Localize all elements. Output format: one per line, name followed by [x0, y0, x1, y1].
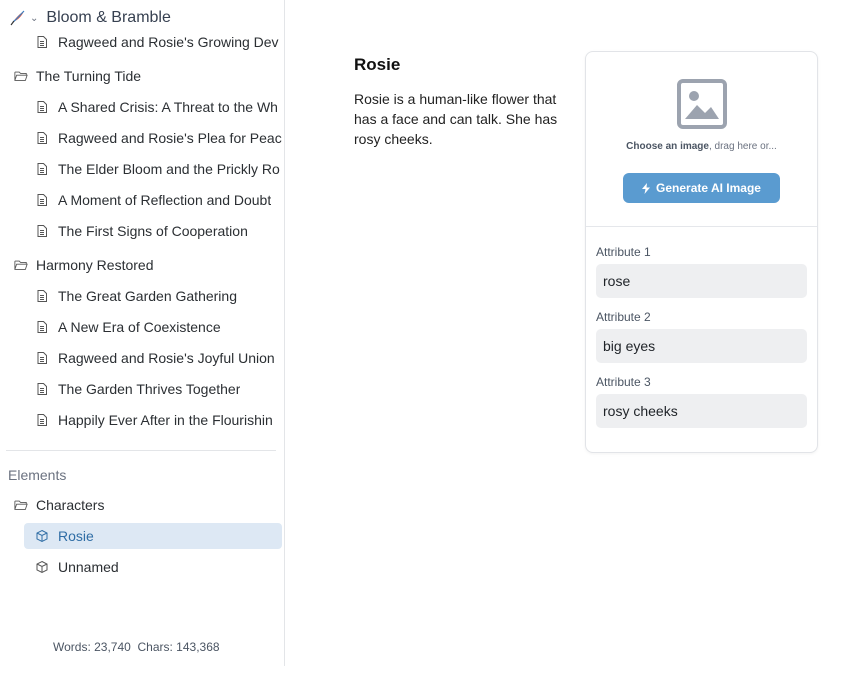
attribute-1-field[interactable]: rose [596, 264, 807, 298]
document-icon [35, 320, 49, 334]
project-title: Bloom & Bramble [46, 9, 171, 26]
tree-doc-item[interactable] [35, 218, 283, 244]
document-icon [35, 193, 49, 207]
elements-section-label: Elements [8, 467, 67, 483]
element-item-unnamed[interactable] [24, 554, 282, 580]
generate-ai-image-button[interactable] [623, 173, 780, 203]
folder-open-icon [14, 498, 28, 512]
tree-doc-label: The Great Garden Gathering [58, 288, 237, 304]
document-icon [35, 382, 49, 396]
main-content [285, 0, 854, 680]
tree-folder-label: The Turning Tide [36, 68, 142, 84]
character-name[interactable]: Rosie [354, 55, 401, 74]
document-icon [35, 162, 49, 176]
attribute-1-label: Attribute 1 [596, 245, 651, 259]
tree-doc-item[interactable] [35, 156, 283, 182]
tree-doc-item[interactable] [35, 94, 283, 120]
attribute-2-label: Attribute 2 [596, 310, 651, 324]
folder-open-icon [14, 69, 28, 83]
tree-doc-label: Ragweed and Rosie's Plea for Peac [58, 130, 282, 146]
document-icon [35, 131, 49, 145]
quill-logo-icon [8, 9, 26, 27]
tree-folder-the-turning-tide[interactable] [14, 63, 276, 89]
chevron-down-icon: ⌄ [30, 12, 39, 24]
tree-doc-item[interactable] [35, 407, 283, 433]
lightning-icon [642, 183, 650, 194]
sidebar-divider [6, 450, 276, 451]
tree-doc-item[interactable] [35, 125, 283, 151]
element-item-label: Rosie [58, 528, 94, 544]
tree-doc-label: Ragweed and Rosie's Growing Dev [58, 34, 279, 50]
tree-doc-label: A Shared Crisis: A Threat to the Wh [58, 99, 278, 115]
element-item-rosie[interactable] [24, 523, 282, 549]
tree-doc-label: A New Era of Coexistence [58, 319, 221, 335]
tree-folder-label: Characters [36, 497, 105, 513]
tree-doc-item[interactable] [35, 283, 283, 309]
tree-folder-harmony-restored[interactable] [14, 252, 276, 278]
document-icon [35, 289, 49, 303]
generate-ai-image-label: Generate AI Image [656, 181, 761, 195]
char-count: Chars: 143,368 [137, 640, 220, 654]
tree-doc-item[interactable] [35, 314, 283, 340]
cube-icon [35, 529, 49, 543]
tree-doc-label: Happily Ever After in the Flourishin [58, 412, 273, 428]
tree-doc-item[interactable] [35, 345, 283, 371]
word-count: Words: 23,740 [53, 640, 131, 654]
document-icon [35, 224, 49, 238]
tree-doc-label: The First Signs of Cooperation [58, 223, 248, 239]
image-placeholder-icon[interactable] [677, 79, 727, 129]
tree-doc-label: A Moment of Reflection and Doubt [58, 192, 272, 208]
attribute-3-field[interactable]: rosy cheeks [596, 394, 807, 428]
tree-doc-label: Ragweed and Rosie's Joyful Union [58, 350, 275, 366]
tree-doc-label: The Elder Bloom and the Prickly Ro [58, 161, 280, 177]
tree-doc-label: The Garden Thrives Together [58, 381, 241, 397]
tree-folder-characters[interactable] [14, 492, 276, 518]
image-upload-hint[interactable] [586, 141, 817, 152]
attribute-3-label: Attribute 3 [596, 375, 651, 389]
cube-icon [35, 560, 49, 574]
document-icon [35, 35, 49, 49]
tree-doc-item[interactable] [35, 187, 283, 213]
choose-image-link[interactable]: Choose an image [626, 141, 709, 152]
sidebar [0, 0, 285, 666]
element-item-label: Unnamed [58, 559, 119, 575]
attribute-2-field[interactable]: big eyes [596, 329, 807, 363]
document-icon [35, 351, 49, 365]
character-description[interactable]: Rosie is a human-like flower that has a face and can talk. She has rosy cheeks. [354, 91, 558, 147]
drag-hint-text: , drag here or... [708, 141, 777, 152]
tree-doc-item[interactable] [35, 29, 283, 55]
folder-open-icon [14, 258, 28, 272]
project-switcher[interactable] [8, 8, 171, 28]
card-divider [586, 226, 817, 227]
tree-folder-label: Harmony Restored [36, 257, 154, 273]
word-count-stats [53, 640, 220, 654]
tree-doc-item[interactable] [35, 376, 283, 402]
document-icon [35, 100, 49, 114]
character-card [585, 51, 818, 453]
document-icon [35, 413, 49, 427]
